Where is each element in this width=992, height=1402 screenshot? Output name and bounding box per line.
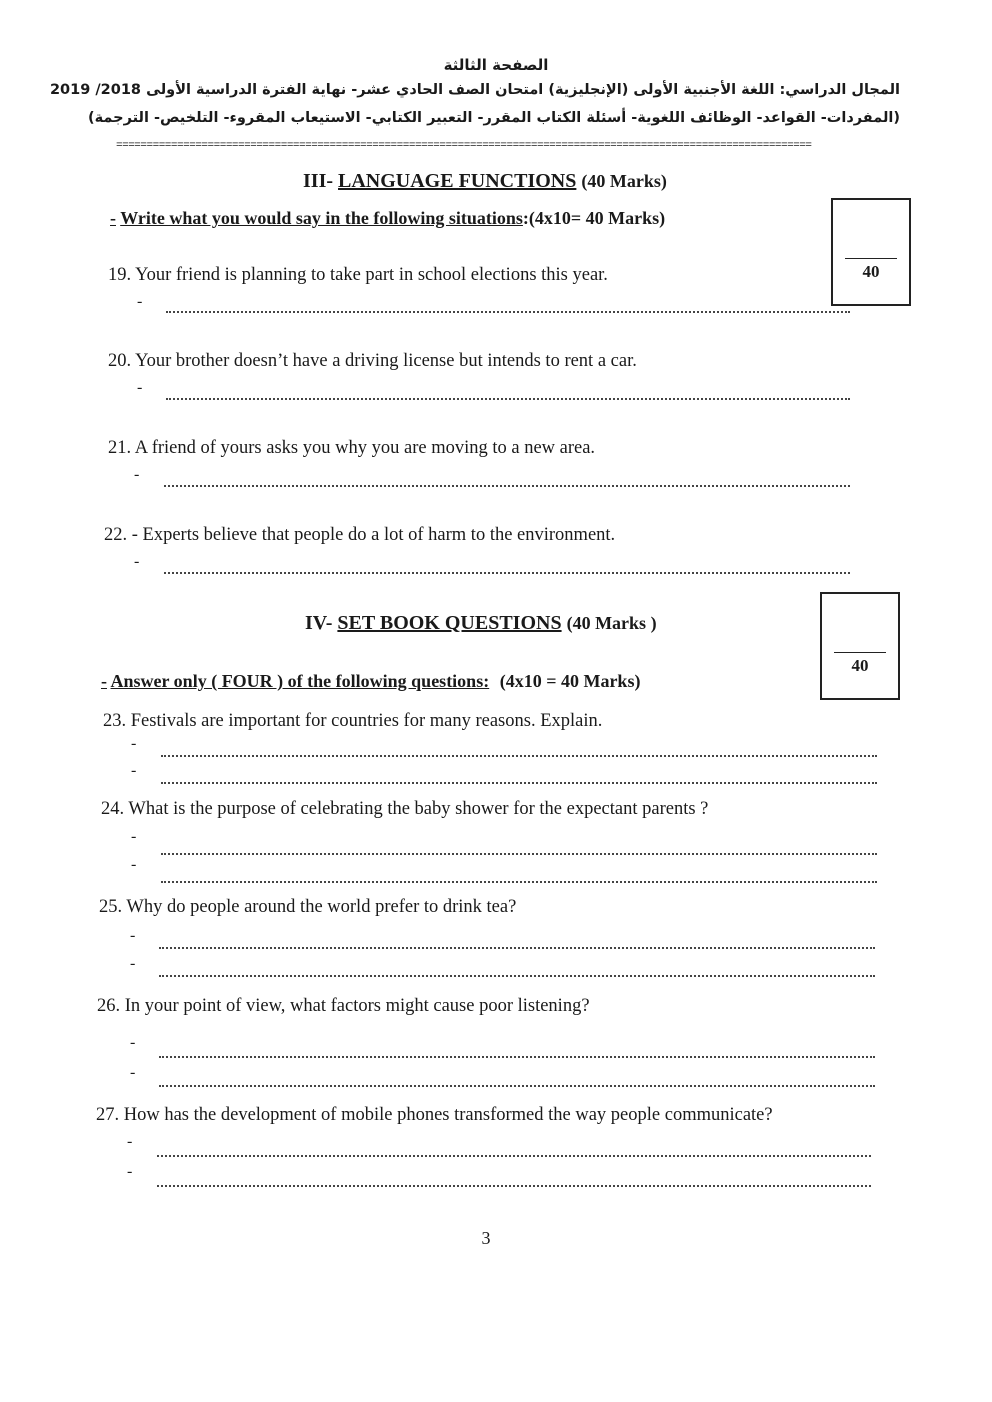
section-3-score-value: 40 bbox=[862, 262, 880, 281]
answer-21-dash: - bbox=[134, 466, 140, 483]
answer-25-line-1[interactable] bbox=[159, 947, 875, 949]
answer-20-dash: - bbox=[137, 379, 143, 396]
answer-20-line[interactable] bbox=[166, 398, 850, 400]
question-22: 22. - Experts believe that people do a lot of harm to the environment. bbox=[104, 525, 616, 545]
answer-23-dash-2: - bbox=[131, 762, 137, 779]
question-21: 21. A friend of yours asks you why you are moving to a new area. bbox=[108, 438, 596, 458]
section-4-title: SET BOOK QUESTIONS bbox=[337, 612, 562, 634]
page-number: 3 bbox=[481, 1228, 491, 1248]
answer-27-line-1[interactable] bbox=[157, 1155, 871, 1157]
section-4-instruction bbox=[101, 671, 640, 692]
section-3-title: LANGUAGE FUNCTIONS bbox=[338, 170, 577, 192]
section-4-instruction-marks: (4x10 = 40 Marks) bbox=[499, 671, 641, 691]
answer-23-line-2[interactable] bbox=[161, 782, 877, 784]
section-4-numeral: IV- bbox=[305, 612, 333, 634]
answer-26-line-2[interactable] bbox=[159, 1085, 875, 1087]
answer-24-line-2[interactable] bbox=[161, 881, 877, 883]
page-title: الصفحة الثالثة bbox=[443, 56, 549, 74]
question-20: 20. Your brother doesn’t have a driving license but intends to rent a car. bbox=[108, 351, 637, 371]
answer-21-line[interactable] bbox=[164, 485, 850, 487]
section-3-instruction bbox=[110, 208, 665, 229]
answer-25-dash: - bbox=[130, 927, 136, 944]
answer-26-dash-2: - bbox=[130, 1064, 136, 1081]
question-26: 26. In your point of view, what factors might cause poor listening? bbox=[97, 996, 590, 1016]
header-separator: ================================================================================================================== bbox=[116, 140, 812, 152]
score-line bbox=[834, 652, 886, 653]
answer-23-dash: - bbox=[131, 735, 137, 752]
question-23: 23. Festivals are important for countries for many reasons. Explain. bbox=[103, 711, 603, 731]
section-3-instruction-dash: - bbox=[110, 208, 116, 228]
exam-header-line: المجال الدراسي: اللغة الأجنبية الأولى (الإنجليزية) امتحان الصف الحادي عشر- نهاية الفترة الدراسية الأولى 2018/ 2019 bbox=[49, 82, 900, 98]
question-24: 24. What is the purpose of celebrating the baby shower for the expectant parents ? bbox=[101, 799, 709, 819]
section-4-score-box bbox=[820, 592, 900, 700]
answer-22-line[interactable] bbox=[164, 572, 850, 574]
answer-19-dash: - bbox=[137, 293, 143, 310]
section-4-marks: (40 Marks ) bbox=[566, 613, 657, 633]
section-3-score-box bbox=[831, 198, 911, 306]
answer-25-dash-2: - bbox=[130, 955, 136, 972]
answer-24-dash: - bbox=[131, 828, 137, 845]
score-line bbox=[845, 258, 897, 259]
section-3-instruction-marks: :(4x10= 40 Marks) bbox=[522, 208, 666, 228]
section-3-numeral: III- bbox=[303, 170, 334, 192]
answer-27-dash-2: - bbox=[127, 1163, 133, 1180]
section-4-instruction-text: Answer only ( FOUR ) of the following questions: bbox=[110, 671, 490, 691]
answer-26-dash: - bbox=[130, 1034, 136, 1051]
question-27: 27. How has the development of mobile phones transformed the way people communicate? bbox=[96, 1105, 773, 1125]
section-3-marks: (40 Marks) bbox=[581, 171, 667, 191]
answer-27-line-2[interactable] bbox=[157, 1185, 871, 1187]
section-4-heading bbox=[305, 612, 657, 635]
question-25: 25. Why do people around the world prefer to drink tea? bbox=[99, 897, 517, 917]
answer-19-line[interactable] bbox=[166, 311, 850, 313]
section-3-instruction-text: Write what you would say in the following situations bbox=[120, 208, 523, 228]
section-4-score-value: 40 bbox=[851, 656, 869, 675]
exam-topics-line: (المفردات- القواعد- الوظائف اللغوية- أسئلة الكتاب المقرر- التعبير الكتابي- الاستيعاب المقروء- التلخيص- الترجمة) bbox=[88, 110, 900, 126]
answer-25-line-2[interactable] bbox=[159, 975, 875, 977]
answer-24-line-1[interactable] bbox=[161, 853, 877, 855]
section-3-heading bbox=[303, 170, 667, 193]
answer-27-dash: - bbox=[127, 1133, 133, 1150]
answer-22-dash: - bbox=[134, 553, 140, 570]
section-4-instruction-dash: - bbox=[101, 671, 107, 691]
answer-23-line-1[interactable] bbox=[161, 755, 877, 757]
question-19: 19. Your friend is planning to take part in school elections this year. bbox=[108, 265, 608, 285]
answer-24-dash-2: - bbox=[131, 856, 137, 873]
answer-26-line-1[interactable] bbox=[159, 1056, 875, 1058]
